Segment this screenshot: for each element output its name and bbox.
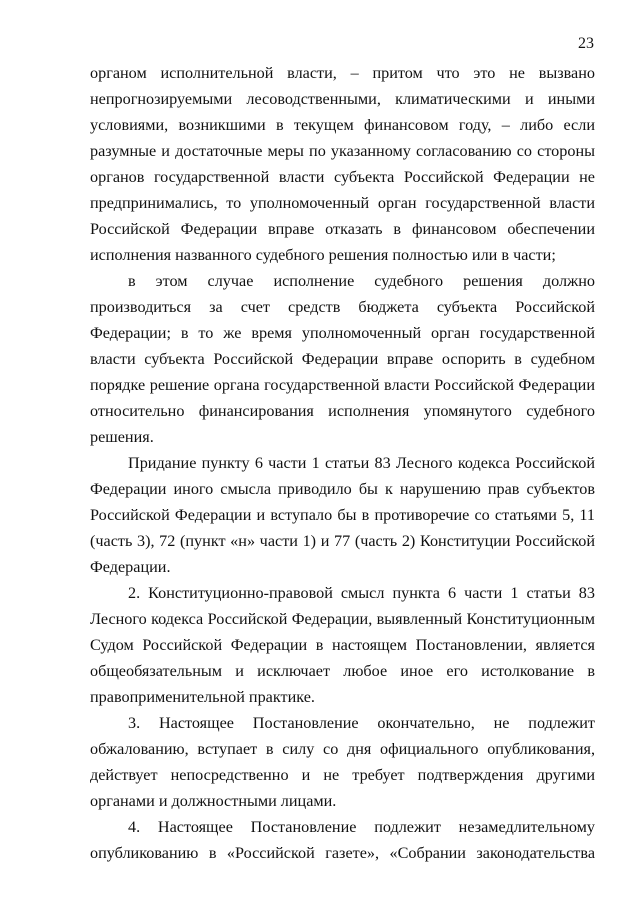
paragraph-budget-execution: в этом случае исполнение судебного решения должно производиться за счет средств бюджета субъекта Российской Федерации; в то же время уполномоченный орган государственной власти субъекта Российской Федерации вправе оспорить в судебном порядке решение органа государственной власти Российской Федерации относительно финансирования исполнения упомянутого судебного решения. bbox=[90, 272, 595, 446]
paragraph-item-3: 3. Настоящее Постановление окончательно, не подлежит обжалованию, вступает в силу со дня официального опубликования, действует непосредственно и не требует подтверждения другими органами и должностными лицами. bbox=[90, 714, 595, 810]
paragraph-constitutional-conflict: Придание пункту 6 части 1 статьи 83 Лесного кодекса Российской Федерации иного смысла приводило бы к нарушению прав субъектов Российской Федерации и вступало бы в противоречие со статьями 5, 11 (часть 3), 72 (пункт «н» части 1) и 77 (часть 2) Конституции Российской Федерации. bbox=[90, 454, 595, 576]
document-body bbox=[90, 60, 595, 866]
paragraph-item-4: 4. Настоящее Постановление подлежит незамедлительному опубликованию в «Российской газете», «Собрании законодательства bbox=[90, 818, 595, 862]
page-number: 23 bbox=[578, 35, 594, 52]
paragraph-item-2: 2. Конституционно-правовой смысл пункта 6 части 1 статьи 83 Лесного кодекса Российской Федерации, выявленный Конституционным Судом Российской Федерации в настоящем Постановлении, является общеобязательным и исключает любое иное его истолкование в правоприменительной практике. bbox=[90, 584, 595, 706]
paragraph-continuation: органом исполнительной власти, – притом что это не вызвано непрогнозируемыми лесоводственными, климатическими и иными условиями, возникшими в текущем финансовом году, – либо если разумные и достаточные меры по указанному согласованию со стороны органов государственной власти субъекта Российской Федерации не предпринимались, то уполномоченный орган государственной власти Российской Федерации вправе отказать в финансовом обеспечении исполнения названного судебного решения полностью или в части; bbox=[90, 64, 595, 264]
